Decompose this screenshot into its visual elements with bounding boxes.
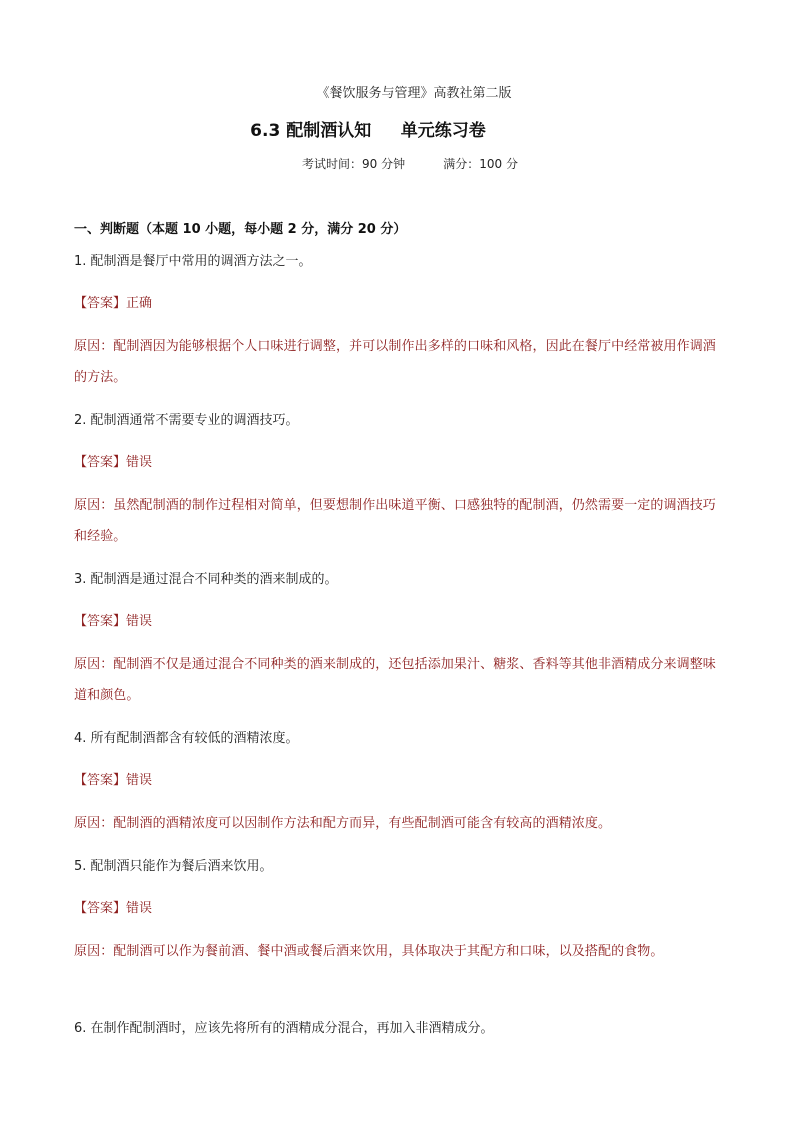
question-text: 4. 所有配制酒都含有较低的酒精浓度。 <box>74 731 299 746</box>
answer-label: 【答案】错误 <box>74 901 153 916</box>
answer-reason: 原因：配制酒的酒精浓度可以因制作方法和配方而异，有些配制酒可能含有较高的酒精浓度。 <box>74 816 612 831</box>
question-text: 1. 配制酒是餐厅中常用的调酒方法之一。 <box>74 254 312 269</box>
question-text: 3. 配制酒是通过混合不同种类的酒来制成的。 <box>74 572 338 587</box>
question-text: 6. 在制作配制酒时，应该先将所有的酒精成分混合，再加入非酒精成分。 <box>74 1021 494 1036</box>
answer-reason: 原因：配制酒可以作为餐前酒、餐中酒或餐后酒来饮用，具体取决于其配方和口味，以及搭配的食物。 <box>74 944 664 959</box>
question-list <box>74 252 728 1057</box>
question-item-4 <box>74 729 728 839</box>
answer-reason: 原因：虽然配制酒的制作过程相对简单，但要想制作出味道平衡、口感独特的配制酒，仍然需要一定的调酒技巧和经验。 <box>74 498 716 544</box>
question-text: 5. 配制酒只能作为餐后酒来饮用。 <box>74 859 273 874</box>
answer-label: 【答案】错误 <box>74 614 153 629</box>
answer-label: 【答案】错误 <box>74 773 153 788</box>
section-heading: 一、判断题（本题 10 小题，每小题 2 分，满分 20 分） <box>74 222 407 237</box>
question-item-3 <box>74 570 728 711</box>
question-text: 2. 配制酒通常不需要专业的调酒技巧。 <box>74 413 299 428</box>
answer-label: 【答案】错误 <box>74 455 153 470</box>
question-item-1 <box>74 252 728 393</box>
answer-reason: 原因：配制酒不仅是通过混合不同种类的酒来制成的，还包括添加果汁、糖浆、香料等其他非酒精成分来调整味道和颜色。 <box>74 657 716 703</box>
question-item-6 <box>74 1019 728 1039</box>
document-title: 6.3 配制酒认知 单元练习卷 <box>250 121 486 141</box>
exam-meta: 考试时间：90 分钟 满分：100 分 <box>302 157 518 171</box>
question-item-5 <box>74 857 728 967</box>
answer-reason: 原因：配制酒因为能够根据个人口味进行调整，并可以制作出多样的口味和风格，因此在餐厅中经常被用作调酒的方法。 <box>74 339 716 385</box>
document-subtitle: 《餐饮服务与管理》高教社第二版 <box>316 86 512 101</box>
question-item-2 <box>74 411 728 552</box>
answer-label: 【答案】正确 <box>74 296 153 311</box>
